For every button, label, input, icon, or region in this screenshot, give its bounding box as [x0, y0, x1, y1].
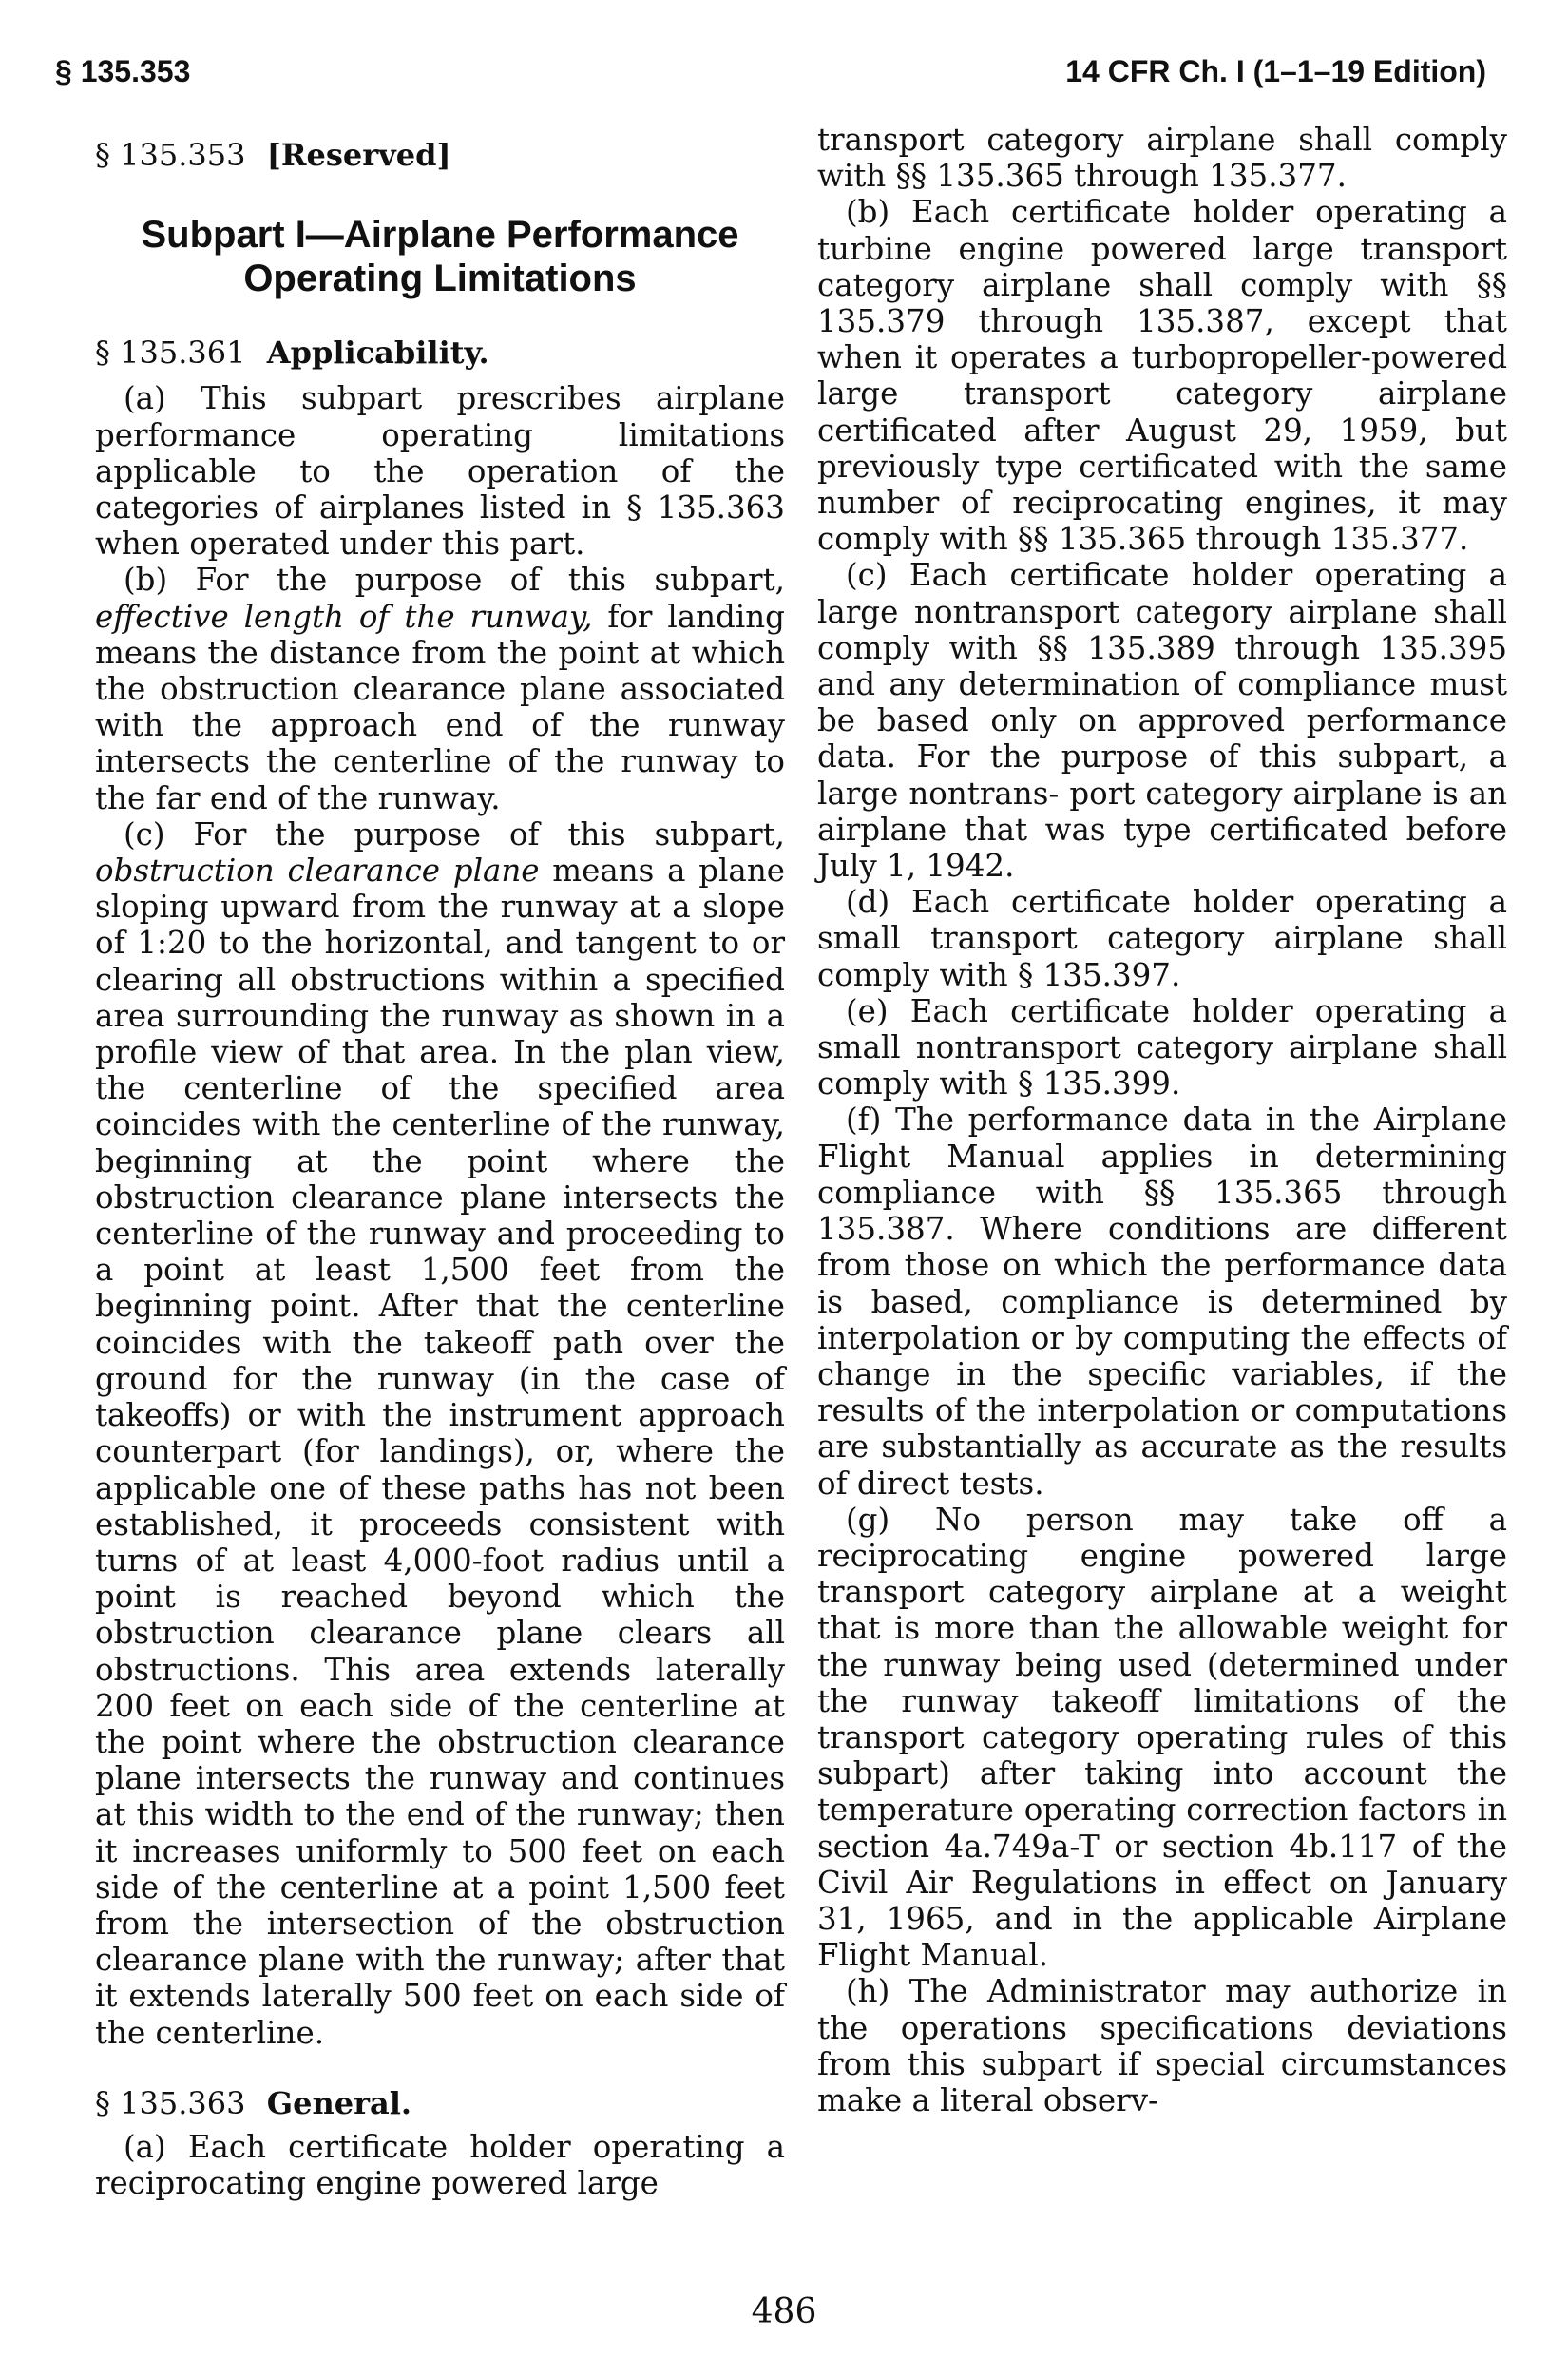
header-edition: 14 CFR Ch. I (1–1–19 Edition) — [1065, 53, 1486, 88]
paragraph-135-363-a-continued: transport category airplane shall comply with §§ 135.365 through 135.377. — [817, 122, 1507, 195]
running-head — [55, 48, 1486, 95]
paragraph-body: means a plane sloping upward from the runway at a slope of 1:20 to the horizontal, and tangent to or clearing all obstructions within a specified area surrounding the runway as shown in a profile view of that area. In the plan view, the centerline of the specified area coincides with the centerline of the runway, beginning at the point where the obstruction clearance plane intersects the centerline of the runway and proceeding to a point at least 1,500 feet from the beginning point. After that the centerline coincides with the takeoff path over the ground for the runway (in the case of takeoffs) or with the instrument approach counterpart (for landings), or, where the applicable one of these paths has not been established, it proceeds consistent with turns of at least 4,000-foot radius until a point is reached beyond which the obstruction clearance plane clears all obstructions. This area extends laterally 200 feet on each side of the centerline at the point where the obstruction clearance plane intersects the runway and continues at this width to the end of the runway; then it increases uniformly to 500 feet on each side of the centerline at a point 1,500 feet from the intersection of the obstruction clearance plane with the runway; after that it extends laterally 500 feet on each side of the centerline. — [95, 853, 785, 2051]
paragraph-135-363-e: (e) Each certificate holder operating a small nontransport category airplane shall comply with § 135.399. — [817, 992, 1507, 1102]
defined-term: effective length of the runway, — [95, 598, 593, 635]
subpart-heading — [95, 213, 785, 300]
subpart-title-line-2: Operating Limitations — [243, 258, 637, 300]
right-column — [817, 122, 1507, 2118]
paragraph-body: for landing means the distance from the point at which the obstruction clearance plane associated with the approach end of the runway intersects the centerline of the runway to the far end of the runway. — [95, 598, 785, 816]
paragraph-lead: (c) For the purpose of this subpart, — [124, 815, 785, 853]
section-title: [Reserved] — [266, 137, 451, 173]
section-title: Applicability. — [266, 335, 489, 372]
section-symbol: § 135.361 — [95, 335, 246, 372]
paragraph-135-363-d: (d) Each certificate holder operating a small transport category airplane shall comply with § 135.397. — [817, 884, 1507, 993]
section-135-363-heading — [95, 2085, 785, 2121]
paragraph-135-361-c — [95, 816, 785, 2051]
section-135-353-heading — [95, 137, 785, 173]
paragraph-lead: (b) For the purpose of this subpart, — [124, 562, 785, 599]
paragraph-135-363-a: (a) Each certificate holder operating a reciprocating engine powered large — [95, 2128, 785, 2202]
defined-term: obstruction clearance plane — [95, 853, 540, 890]
header-section-number: § 135.353 — [55, 53, 191, 88]
paragraph-135-361-a: (a) This subpart prescribes airplane performance operating limitations applicable to the operation of the categories of airplanes listed in § 135.363 when operated under this part. — [95, 380, 785, 563]
page-number: 486 — [751, 2292, 817, 2331]
paragraph-135-363-c: (c) Each certificate holder operating a large nontransport category airplane shall comply with §§ 135.389 through 135.395 and any determination of compliance must be based only on approved performance data. For the purpose of this subpart, a large nontrans- port category airplane is an airplane that was type certificated before July 1, 1942. — [817, 557, 1507, 885]
paragraph-135-363-b: (b) Each certificate holder operating a turbine engine powered large transport category airplane shall comply with §§ 135.379 through 135.387, except that when it operates a turbopropeller-powered large transport category airplane certificated after August 29, 1959, but previously type certificated with the same number of reciprocating engines, it may comply with §§ 135.365 through 135.377. — [817, 194, 1507, 558]
paragraph-135-363-g: (g) No person may take off a reciprocating engine powered large transport category airplane at a weight that is more than the allowable weight for the runway being used (determined under the runway takeoff limitations of the transport category operating rules of this subpart) after taking into account the temperature operating correction factors in section 4a.749a-T or section 4b.117 of the Civil Air Regulations in effect on January 31, 1965, and in the applicable Airplane Flight Manual. — [817, 1501, 1507, 1974]
paragraph-135-363-h: (h) The Administrator may authorize in the operations specifications deviations from this subpart if special circumstances make a literal observ- — [817, 1973, 1507, 2118]
section-symbol: § 135.353 — [95, 137, 246, 173]
paragraph-135-361-b — [95, 562, 785, 815]
subpart-title-line-1: Subpart I—Airplane Performance — [141, 214, 739, 257]
left-column — [95, 122, 785, 2201]
paragraph-135-363-f: (f) The performance data in the Airplane Flight Manual applies in determining compliance with §§ 135.365 through 135.387. Where conditions are different from those on which the performance data is based, compliance is determined by interpolation or by computing the effects of change in the specific variables, if the results of the interpolation or computations are substantially as accurate as the results of direct tests. — [817, 1102, 1507, 1502]
section-title: General. — [266, 2084, 411, 2121]
section-135-361-heading — [95, 335, 785, 371]
section-symbol: § 135.363 — [95, 2084, 246, 2121]
